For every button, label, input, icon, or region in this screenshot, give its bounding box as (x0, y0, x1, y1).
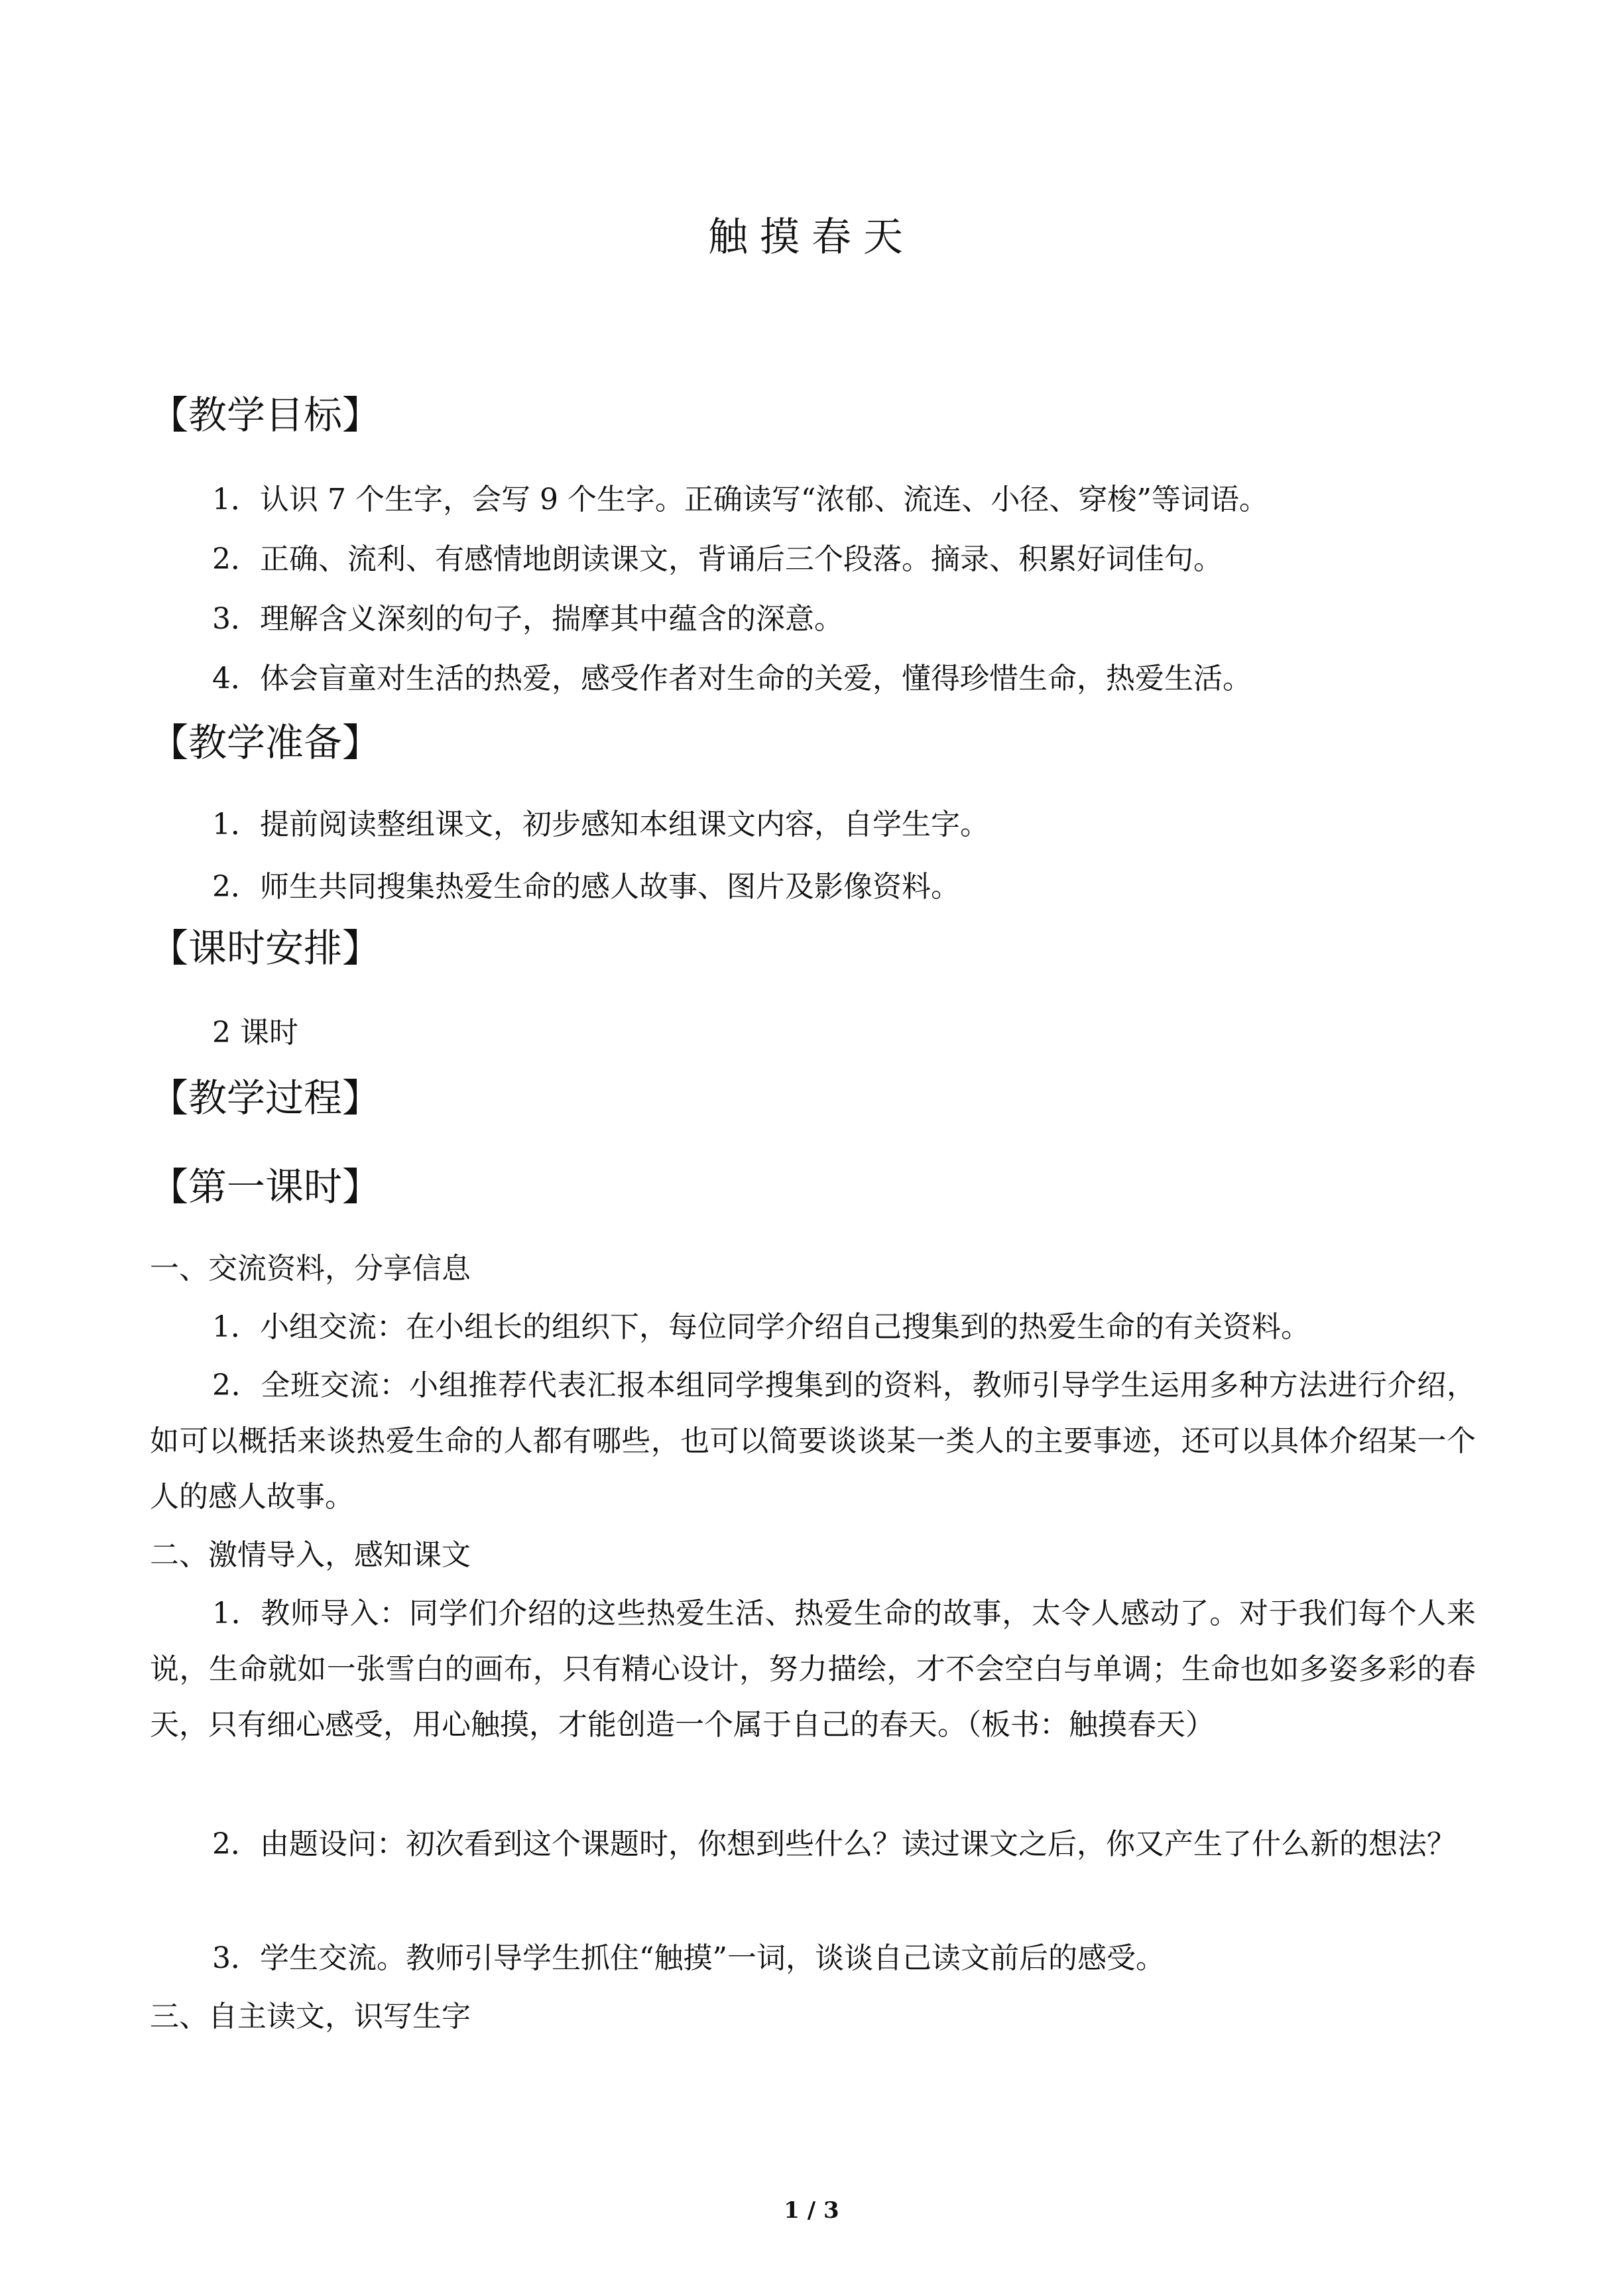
preparation-item-2: 2．师生共同搜集热爱生命的感人故事、图片及影像资料。 (212, 870, 960, 904)
part1-title: 一、交流资料，分享信息 (150, 1252, 471, 1286)
objective-item-1: 1．认识 7 个生字，会写 9 个生字。正确读写“浓郁、流连、小径、穿梭”等词语。 (212, 483, 1268, 516)
objective-item-2: 2．正确、流利、有感情地朗读课文，背诵后三个段落。摘录、积累好词佳句。 (212, 542, 1223, 576)
part1-item-2: 2．全班交流：小组推荐代表汇报本组同学搜集到的资料，教师引导学生运用多种方法进行介绍，如可以概括来谈热爱生命的人都有哪些，也可以简要谈谈某一类人的主要事迹，还可以具体介绍某一个人的感人故事。 (150, 1368, 1476, 1514)
part2-title: 二、激情导入，感知课文 (150, 1538, 471, 1572)
preparation-item-1: 1．提前阅读整组课文，初步感知本组课文内容，自学生字。 (212, 808, 989, 841)
heading-objectives: 【教学目标】 (150, 393, 381, 438)
part2-item-3: 3．学生交流。教师引导学生抓住“触摸”一词，谈谈自己读文前后的感受。 (212, 1941, 1165, 1975)
heading-process: 【教学过程】 (150, 1075, 381, 1120)
part2-item-2: 2．由题设问：初次看到这个课题时，你想到些什么？读过课文之后，你又产生了什么新的想法？ (212, 1827, 1456, 1861)
objective-item-4: 4．体会盲童对生活的热爱，感受作者对生命的关爱，懂得珍惜生命，热爱生活。 (212, 662, 1252, 695)
heading-first-lesson: 【第一课时】 (150, 1164, 381, 1209)
schedule-text: 2 课时 (212, 1016, 298, 1050)
part2-item-1: 1．教师导入：同学们介绍的这些热爱生活、热爱生命的故事，太令人感动了。对于我们每个人来说，生命就如一张雪白的画布，只有精心设计，努力描绘，才不会空白与单调；生命也如多姿多彩的春天，只有细心感受，用心触摸，才能创造一个属于自己的春天。（板书：触摸春天） (150, 1597, 1476, 1742)
part3-title: 三、自主读文，识写生字 (150, 2000, 471, 2033)
objective-item-3: 3．理解含义深刻的句子，揣摩其中蕴含的深意。 (212, 602, 843, 636)
heading-preparation: 【教学准备】 (150, 720, 381, 765)
document-title: 触摸春天 (708, 214, 915, 261)
part1-item-1: 1．小组交流：在小组长的组织下，每位同学介绍自己搜集到的热爱生命的有关资料。 (212, 1310, 1310, 1344)
page-number: 1 / 3 (784, 2197, 839, 2224)
heading-schedule: 【课时安排】 (150, 926, 381, 971)
